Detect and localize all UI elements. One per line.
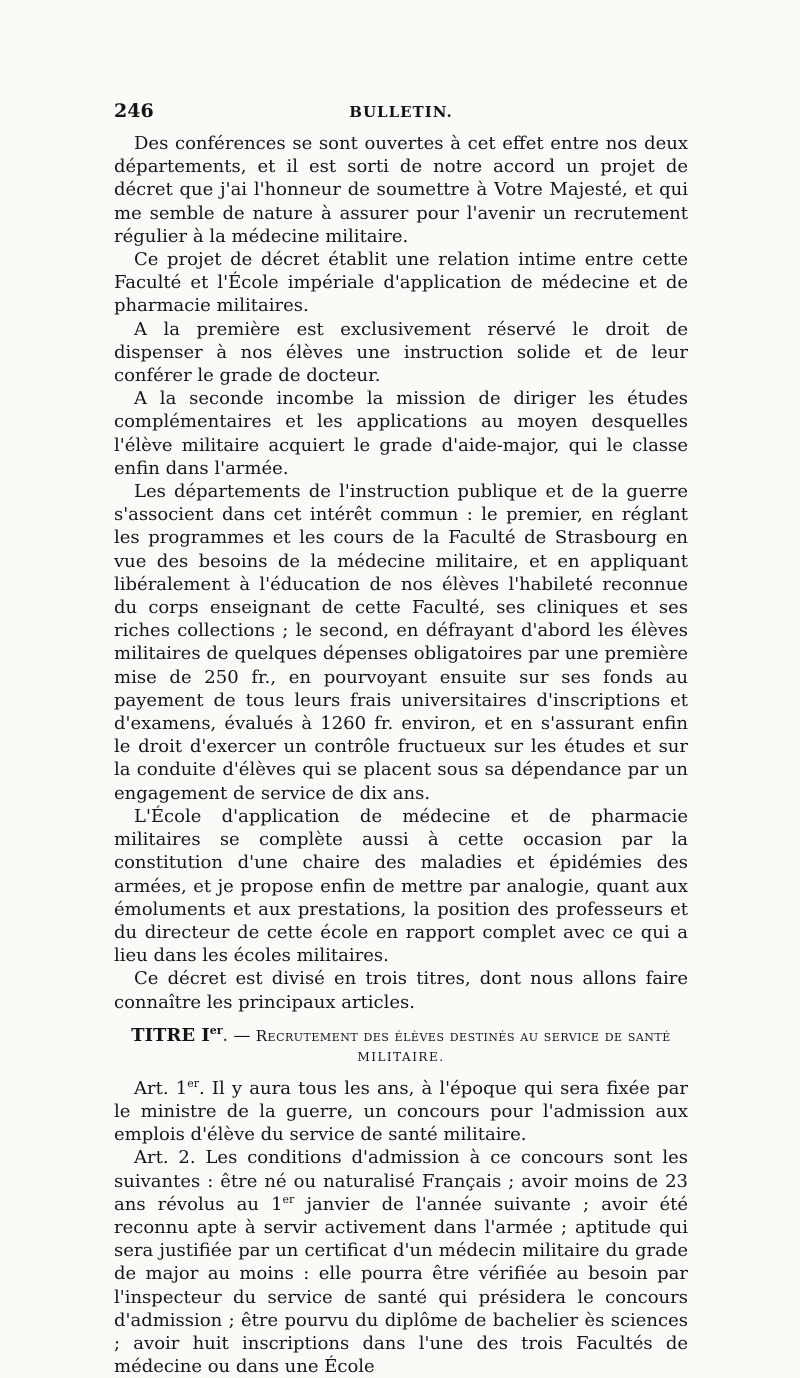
article-text: . Il y aura tous les ans, à l'époque qui sera fixée par le ministre de la guerre, un concours pour l'admission aux emplois d'élève du service de santé militaire. bbox=[114, 1077, 689, 1146]
running-head bbox=[114, 100, 688, 130]
article-1: Art. 1er. Il y aura tous les ans, à l'époque qui sera fixée par le ministre de la guerre, un concours pour l'admission aux emplois d'élève du service de santé militaire. bbox=[114, 1076, 689, 1146]
page-number: 246 bbox=[114, 100, 154, 122]
paragraph: A la première est exclusivement réservé le droit de dispenser à nos élèves une instruction solide et de leur conférer le grade de docteur. bbox=[114, 318, 688, 387]
title-number: TITRE Ier bbox=[131, 1023, 223, 1046]
title-heading-continued: MILITAIRE. bbox=[357, 1049, 445, 1064]
title-separator: . — bbox=[222, 1025, 256, 1046]
article-label: Art. 2. bbox=[134, 1147, 196, 1169]
article-text-cont: janvier de l'année suivante ; avoir été reconnu apte à servir activement dans l'armée ; aptitude qui sera justifiée par un certificat d'un médecin militaire du grade de major au moins : elle pourra être vérifiée au besoin par l'inspecteur du service de santé qui présidera le concours d'admission ; être pourvu du diplôme de bachelier ès sciences ; avoir huit inscriptions dans l'une des trois Facultés de médecine ou dans une École bbox=[114, 1193, 688, 1378]
paragraph: Ce projet de décret établit une relation intime entre cette Faculté et l'École impériale d'application de médecine et de pharmacie militaires. bbox=[114, 249, 688, 317]
title-heading: Recrutement des élèves destinés au service de santé bbox=[255, 1026, 671, 1045]
section-title bbox=[114, 1025, 688, 1068]
article-label: Art. 1 bbox=[134, 1077, 188, 1099]
paragraph: Les départements de l'instruction publique et de la guerre s'associent dans cet intérêt commun : le premier, en réglant les programmes et les cours de la Faculté de Strasbourg en vue des besoins de la médecine militaire, et en appliquant libéralement à l'éducation de nos élèves l'habileté reconnue du corps enseignant de cette Faculté, ses cliniques et ses riches collections ; le second, en défrayant d'abord les élèves militaires de quelques dépenses obligatoires par une première mise de 250 fr., en pourvoyant ensuite sur ses fonds au payement de tous leurs frais universitaires d'inscriptions et d'examens, évalués à 1260 fr. environ, et en s'assurant enfin le droit d'exercer un contrôle fructueux sur les études et sur la conduite d'élèves qui se placent sous sa dépendance par un engagement de service de dix ans. bbox=[114, 481, 688, 804]
body-text bbox=[114, 132, 688, 1378]
paragraph: Ce décret est divisé en trois titres, dont nous allons faire connaître les principaux articles. bbox=[114, 968, 688, 1013]
paragraph: L'École d'application de médecine et de pharmacie militaires se complète aussi à cette occasion par la constitution d'une chaire des maladies et épidémies des armées, et je propose enfin de mettre par analogie, quant aux émoluments et aux prestations, la position des professeurs et du directeur de cette école en rapport complet avec ce qui a lieu dans les écoles militaires. bbox=[114, 805, 688, 967]
paragraph: Des conférences se sont ouvertes à cet effet entre nos deux départements, et il est sorti de notre accord un projet de décret que j'ai l'honneur de soumettre à Votre Majesté, et qui me semble de nature à assurer pour l'avenir un recrutement régulier à la médecine militaire. bbox=[114, 133, 688, 247]
article-text: Les conditions d'admission à ce concours sont les suivantes : être né ou naturalisé Français ; avoir moins de 23 ans révolus au 1 bbox=[114, 1147, 688, 1215]
article-2: Art. 2. Les conditions d'admission à ce concours sont les suivantes : être né ou naturalisé Français ; avoir moins de 23 ans révolus au 1er janvier de l'année suivante ; avoir été reconnu apte à servir activement dans l'armée ; aptitude qui sera justifiée par un certificat d'un médecin militaire du grade de major au moins : elle pourra être vérifiée au besoin par l'inspecteur du service de santé qui présidera le concours d'admission ; être pourvu du diplôme de bachelier ès sciences ; avoir huit inscriptions dans l'une des trois Facultés de médecine ou dans une École bbox=[114, 1147, 688, 1378]
running-title: BULLETIN. bbox=[349, 103, 453, 121]
paragraph: A la seconde incombe la mission de diriger les études complémentaires et les applications au moyen desquelles l'élève militaire acquiert le grade d'aide-major, qui le classe enfin dans l'armée. bbox=[114, 388, 688, 479]
